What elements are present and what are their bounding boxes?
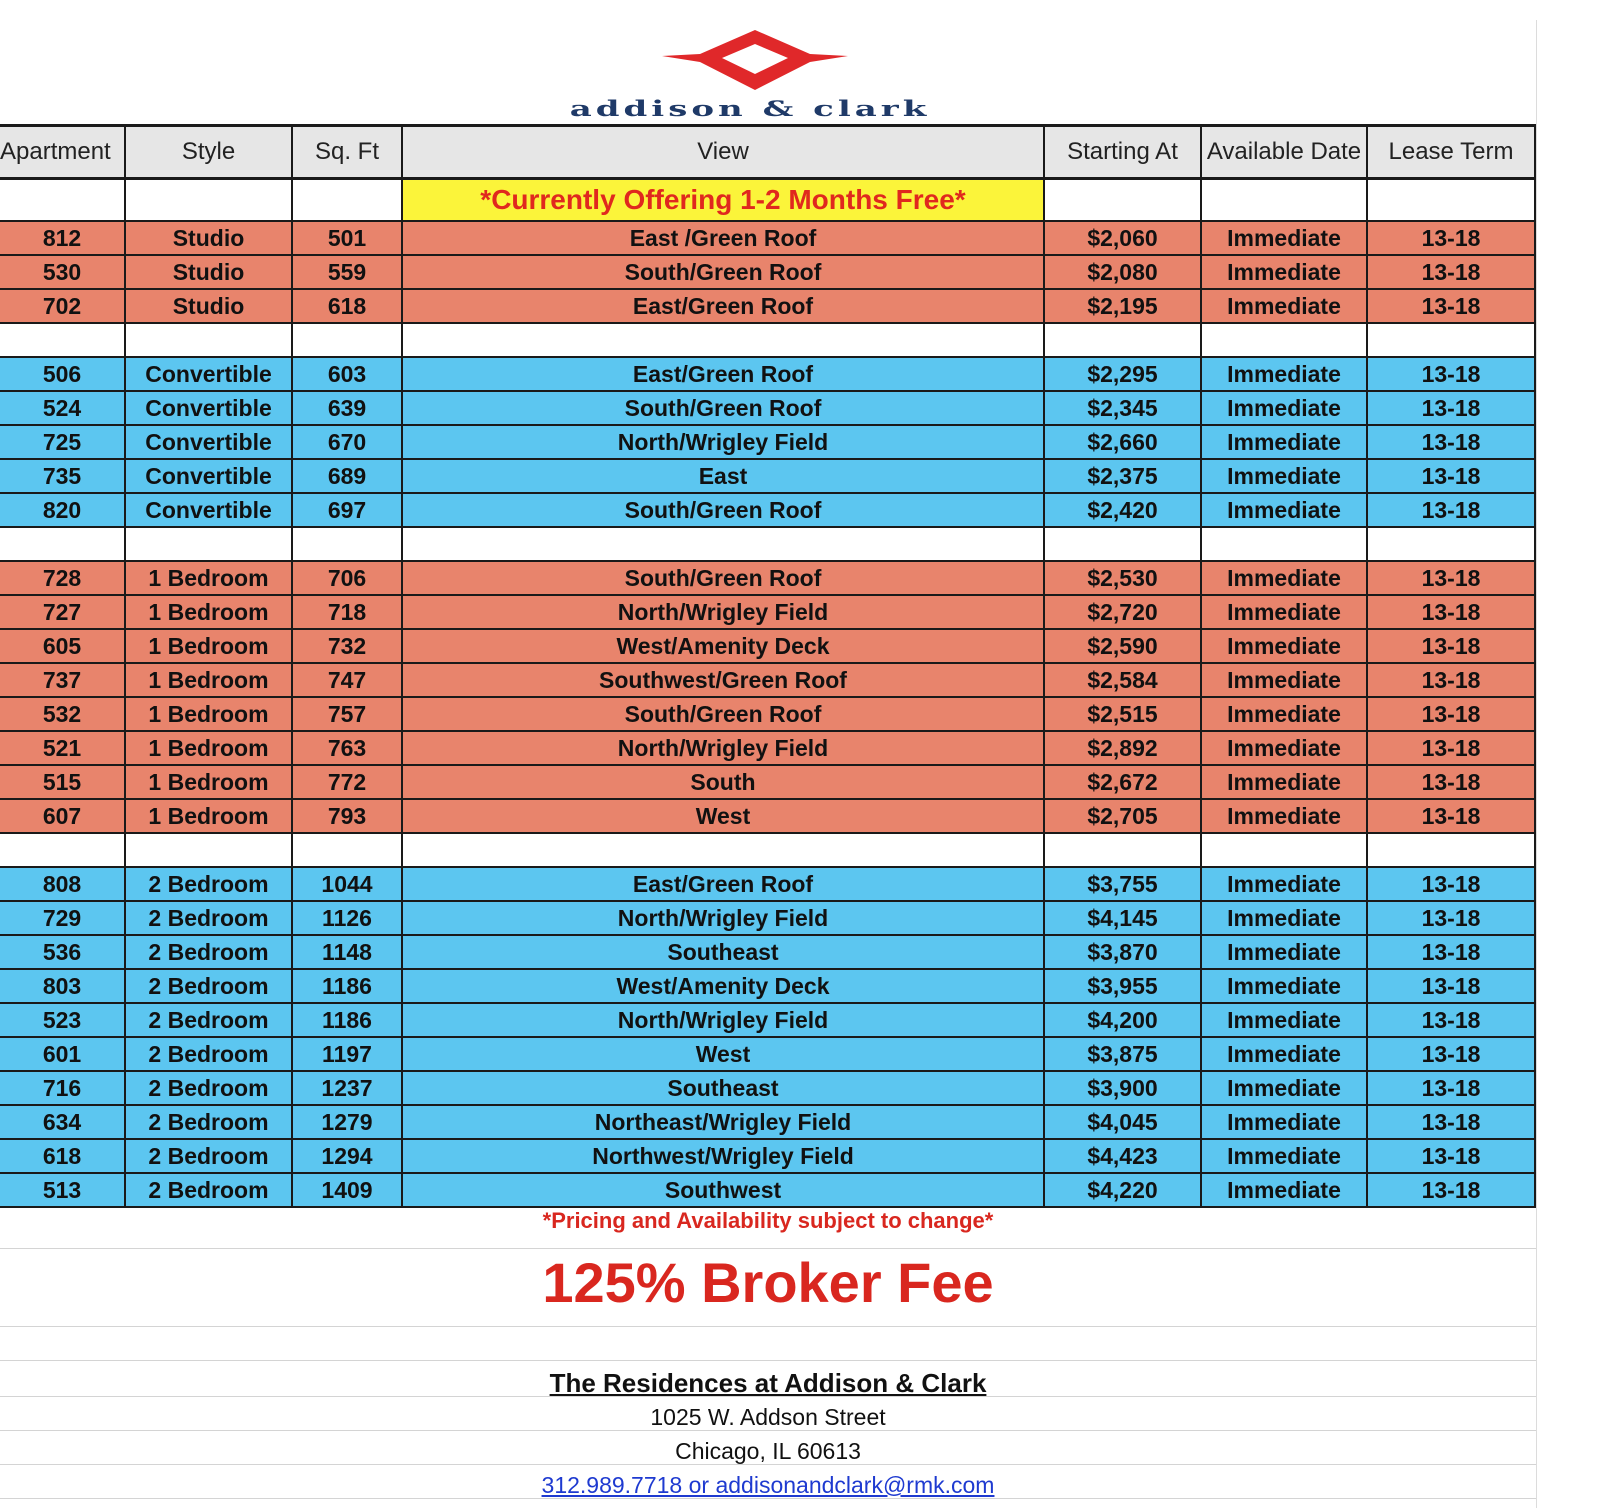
apartment-cell: 729 [0,902,126,936]
price-cell: $2,295 [1045,358,1202,392]
price-cell: $2,420 [1045,494,1202,528]
sqft-cell: 1126 [293,902,403,936]
lease-term-cell: 13-18 [1368,630,1536,664]
view-cell: Southwest [403,1174,1045,1208]
empty-cell [126,180,293,222]
view-cell: South/Green Roof [403,392,1045,426]
sqft-cell: 1409 [293,1174,403,1208]
table-row [0,1140,1536,1174]
sqft-cell: 763 [293,732,403,766]
available-date-cell: Immediate [1202,562,1368,596]
column-header-apartment: Apartment [0,124,126,180]
sqft-cell: 732 [293,630,403,664]
apartment-cell: 735 [0,460,126,494]
style-cell: Studio [126,222,293,256]
table-row [0,392,1536,426]
promo-row [0,180,1536,222]
grid-line [0,1248,1536,1249]
view-cell: West [403,800,1045,834]
logo-wordmark: addison & clark [569,96,931,122]
empty-cell [1202,180,1368,222]
style-cell: 1 Bedroom [126,698,293,732]
available-date-cell: Immediate [1202,596,1368,630]
lease-term-cell: 13-18 [1368,358,1536,392]
empty-cell [403,324,1045,358]
view-cell: North/Wrigley Field [403,426,1045,460]
apartment-cell: 532 [0,698,126,732]
price-cell: $2,892 [1045,732,1202,766]
table-row [0,460,1536,494]
spacer-row [0,324,1536,358]
lease-term-cell: 13-18 [1368,868,1536,902]
available-date-cell: Immediate [1202,630,1368,664]
sqft-cell: 618 [293,290,403,324]
apartment-cell: 728 [0,562,126,596]
style-cell: Convertible [126,494,293,528]
apartment-cell: 737 [0,664,126,698]
sqft-cell: 1148 [293,936,403,970]
table-row [0,290,1536,324]
lease-term-cell: 13-18 [1368,664,1536,698]
apartment-cell: 716 [0,1072,126,1106]
contact-line[interactable] [0,1472,1536,1499]
empty-cell [1368,324,1536,358]
column-header-view: View [403,124,1045,180]
style-cell: 2 Bedroom [126,868,293,902]
available-date-cell: Immediate [1202,766,1368,800]
style-cell: 1 Bedroom [126,562,293,596]
empty-cell [293,324,403,358]
empty-cell [1045,528,1202,562]
style-cell: 1 Bedroom [126,664,293,698]
empty-cell [126,834,293,868]
table-row [0,970,1536,1004]
available-date-cell: Immediate [1202,290,1368,324]
lease-term-cell: 13-18 [1368,596,1536,630]
view-cell: West [403,1038,1045,1072]
table-row [0,1106,1536,1140]
empty-cell [293,180,403,222]
price-cell: $2,660 [1045,426,1202,460]
empty-cell [1045,834,1202,868]
price-cell: $2,590 [1045,630,1202,664]
price-cell: $2,530 [1045,562,1202,596]
available-date-cell: Immediate [1202,732,1368,766]
lease-term-cell: 13-18 [1368,1140,1536,1174]
grid-line [0,1326,1536,1327]
promo-banner: *Currently Offering 1-2 Months Free* [403,180,1045,222]
price-cell: $2,584 [1045,664,1202,698]
apartment-cell: 808 [0,868,126,902]
apartment-cell: 601 [0,1038,126,1072]
table-row [0,494,1536,528]
apartment-cell: 605 [0,630,126,664]
price-cell: $4,145 [1045,902,1202,936]
view-cell: Northeast/Wrigley Field [403,1106,1045,1140]
table-row [0,630,1536,664]
apartment-cell: 607 [0,800,126,834]
sqft-cell: 559 [293,256,403,290]
view-cell: North/Wrigley Field [403,902,1045,936]
sqft-cell: 501 [293,222,403,256]
empty-cell [293,834,403,868]
available-date-cell: Immediate [1202,494,1368,528]
sqft-cell: 639 [293,392,403,426]
apartment-cell: 702 [0,290,126,324]
lease-term-cell: 13-18 [1368,1106,1536,1140]
apartment-cell: 521 [0,732,126,766]
view-cell: South/Green Roof [403,256,1045,290]
style-cell: 2 Bedroom [126,1140,293,1174]
apartment-cell: 618 [0,1140,126,1174]
lease-term-cell: 13-18 [1368,970,1536,1004]
view-cell: East/Green Roof [403,868,1045,902]
table-row [0,596,1536,630]
style-cell: 2 Bedroom [126,1174,293,1208]
table-row [0,1174,1536,1208]
sqft-cell: 1279 [293,1106,403,1140]
view-cell: South [403,766,1045,800]
price-cell: $2,720 [1045,596,1202,630]
style-cell: 2 Bedroom [126,1106,293,1140]
apartment-cell: 803 [0,970,126,1004]
table-row [0,256,1536,290]
style-cell: 1 Bedroom [126,766,293,800]
price-cell: $4,045 [1045,1106,1202,1140]
price-cell: $4,200 [1045,1004,1202,1038]
price-cell: $2,705 [1045,800,1202,834]
view-cell: South/Green Roof [403,494,1045,528]
style-cell: Convertible [126,392,293,426]
sqft-cell: 1186 [293,1004,403,1038]
apartment-cell: 524 [0,392,126,426]
column-header-price: Starting At [1045,124,1202,180]
view-cell: Northwest/Wrigley Field [403,1140,1045,1174]
available-date-cell: Immediate [1202,256,1368,290]
apartment-cell: 515 [0,766,126,800]
empty-cell [1202,834,1368,868]
empty-cell [1202,528,1368,562]
lease-term-cell: 13-18 [1368,460,1536,494]
price-cell: $2,080 [1045,256,1202,290]
lease-term-cell: 13-18 [1368,902,1536,936]
sqft-cell: 697 [293,494,403,528]
price-cell: $2,345 [1045,392,1202,426]
table-row [0,902,1536,936]
style-cell: 2 Bedroom [126,970,293,1004]
price-cell: $2,515 [1045,698,1202,732]
lease-term-cell: 13-18 [1368,222,1536,256]
empty-cell [0,324,126,358]
available-date-cell: Immediate [1202,1004,1368,1038]
empty-cell [0,528,126,562]
sqft-cell: 706 [293,562,403,596]
empty-cell [1202,324,1368,358]
available-date-cell: Immediate [1202,1106,1368,1140]
empty-cell [126,528,293,562]
lease-term-cell: 13-18 [1368,732,1536,766]
empty-cell [0,834,126,868]
available-date-cell: Immediate [1202,902,1368,936]
empty-cell [403,834,1045,868]
contact-link[interactable]: 312.989.7718 or addisonandclark@rmk.com [541,1472,995,1498]
table-row [0,936,1536,970]
available-date-cell: Immediate [1202,664,1368,698]
column-header-available-date: Available Date [1202,124,1368,180]
view-cell: East /Green Roof [403,222,1045,256]
sqft-cell: 747 [293,664,403,698]
style-cell: Convertible [126,460,293,494]
pricing-disclaimer: *Pricing and Availability subject to change* [542,1208,994,1233]
apartment-cell: 536 [0,936,126,970]
price-cell: $4,220 [1045,1174,1202,1208]
sqft-cell: 718 [293,596,403,630]
available-date-cell: Immediate [1202,970,1368,1004]
sqft-cell: 1294 [293,1140,403,1174]
apartment-cell: 530 [0,256,126,290]
view-cell: Southeast [403,1072,1045,1106]
style-cell: Studio [126,256,293,290]
sqft-cell: 793 [293,800,403,834]
price-cell: $2,672 [1045,766,1202,800]
apartment-cell: 727 [0,596,126,630]
view-cell: West/Amenity Deck [403,970,1045,1004]
sqft-cell: 1237 [293,1072,403,1106]
table-row [0,426,1536,460]
sqft-cell: 1044 [293,868,403,902]
apartment-cell: 523 [0,1004,126,1038]
table-row [0,1038,1536,1072]
style-cell: 2 Bedroom [126,902,293,936]
view-cell: East [403,460,1045,494]
available-date-cell: Immediate [1202,800,1368,834]
apartment-cell: 820 [0,494,126,528]
style-cell: 1 Bedroom [126,630,293,664]
empty-cell [1045,324,1202,358]
sqft-cell: 603 [293,358,403,392]
address-street: 1025 W. Addson Street [650,1404,886,1430]
available-date-cell: Immediate [1202,358,1368,392]
lease-term-cell: 13-18 [1368,256,1536,290]
broker-fee-banner: 125% Broker Fee [542,1251,994,1314]
price-cell: $2,375 [1045,460,1202,494]
apartment-cell: 725 [0,426,126,460]
table-row [0,732,1536,766]
table-row [0,222,1536,256]
apartment-cell: 812 [0,222,126,256]
empty-cell [403,528,1045,562]
address-city: Chicago, IL 60613 [675,1438,861,1464]
grid-line [0,1360,1536,1361]
lease-term-cell: 13-18 [1368,936,1536,970]
empty-cell [1368,528,1536,562]
price-cell: $2,195 [1045,290,1202,324]
available-date-cell: Immediate [1202,460,1368,494]
lease-term-cell: 13-18 [1368,1072,1536,1106]
lease-term-cell: 13-18 [1368,800,1536,834]
style-cell: 1 Bedroom [126,732,293,766]
available-date-cell: Immediate [1202,868,1368,902]
lease-term-cell: 13-18 [1368,766,1536,800]
view-cell: South/Green Roof [403,562,1045,596]
price-cell: $3,875 [1045,1038,1202,1072]
available-date-cell: Immediate [1202,1140,1368,1174]
table-row [0,800,1536,834]
availability-table [0,124,1536,1208]
lease-term-cell: 13-18 [1368,1174,1536,1208]
price-cell: $2,060 [1045,222,1202,256]
style-cell: 1 Bedroom [126,800,293,834]
lease-term-cell: 13-18 [1368,494,1536,528]
available-date-cell: Immediate [1202,1174,1368,1208]
view-cell: North/Wrigley Field [403,732,1045,766]
sqft-cell: 1197 [293,1038,403,1072]
view-cell: West/Amenity Deck [403,630,1045,664]
view-cell: Southwest/Green Roof [403,664,1045,698]
table-row [0,868,1536,902]
column-header-lease-term: Lease Term [1368,124,1536,180]
lease-term-cell: 13-18 [1368,290,1536,324]
apartment-cell: 513 [0,1174,126,1208]
sqft-cell: 757 [293,698,403,732]
lease-term-cell: 13-18 [1368,1004,1536,1038]
table-row [0,1072,1536,1106]
style-cell: Studio [126,290,293,324]
table-row [0,664,1536,698]
addison-clark-logo [520,28,980,123]
diamond-logo-icon [660,28,850,92]
style-cell: 2 Bedroom [126,1038,293,1072]
column-header-style: Style [126,124,293,180]
available-date-cell: Immediate [1202,1038,1368,1072]
table-header-row [0,124,1536,180]
style-cell: 1 Bedroom [126,596,293,630]
style-cell: 2 Bedroom [126,936,293,970]
empty-cell [293,528,403,562]
empty-cell [0,180,126,222]
price-cell: $3,955 [1045,970,1202,1004]
price-cell: $3,870 [1045,936,1202,970]
view-cell: Southeast [403,936,1045,970]
spacer-row [0,528,1536,562]
table-row [0,1004,1536,1038]
lease-term-cell: 13-18 [1368,1038,1536,1072]
lease-term-cell: 13-18 [1368,392,1536,426]
available-date-cell: Immediate [1202,698,1368,732]
available-date-cell: Immediate [1202,222,1368,256]
table-row [0,358,1536,392]
available-date-cell: Immediate [1202,392,1368,426]
view-cell: East/Green Roof [403,358,1045,392]
apartment-cell: 634 [0,1106,126,1140]
empty-cell [1368,180,1536,222]
column-header-sqft: Sq. Ft [293,124,403,180]
view-cell: North/Wrigley Field [403,596,1045,630]
price-cell: $4,423 [1045,1140,1202,1174]
lease-term-cell: 13-18 [1368,426,1536,460]
empty-cell [126,324,293,358]
table-row [0,698,1536,732]
view-cell: North/Wrigley Field [403,1004,1045,1038]
style-cell: 2 Bedroom [126,1004,293,1038]
lease-term-cell: 13-18 [1368,562,1536,596]
spacer-row [0,834,1536,868]
style-cell: Convertible [126,358,293,392]
available-date-cell: Immediate [1202,936,1368,970]
available-date-cell: Immediate [1202,426,1368,460]
sqft-cell: 772 [293,766,403,800]
style-cell: 2 Bedroom [126,1072,293,1106]
table-row [0,562,1536,596]
empty-cell [1045,180,1202,222]
available-date-cell: Immediate [1202,1072,1368,1106]
empty-cell [1368,834,1536,868]
view-cell: South/Green Roof [403,698,1045,732]
style-cell: Convertible [126,426,293,460]
view-cell: East/Green Roof [403,290,1045,324]
residence-name: The Residences at Addison & Clark [549,1368,987,1398]
sqft-cell: 1186 [293,970,403,1004]
table-row [0,766,1536,800]
price-cell: $3,755 [1045,868,1202,902]
price-cell: $3,900 [1045,1072,1202,1106]
lease-term-cell: 13-18 [1368,698,1536,732]
sqft-cell: 689 [293,460,403,494]
sheet-right-border [1536,20,1537,1508]
apartment-cell: 506 [0,358,126,392]
sqft-cell: 670 [293,426,403,460]
